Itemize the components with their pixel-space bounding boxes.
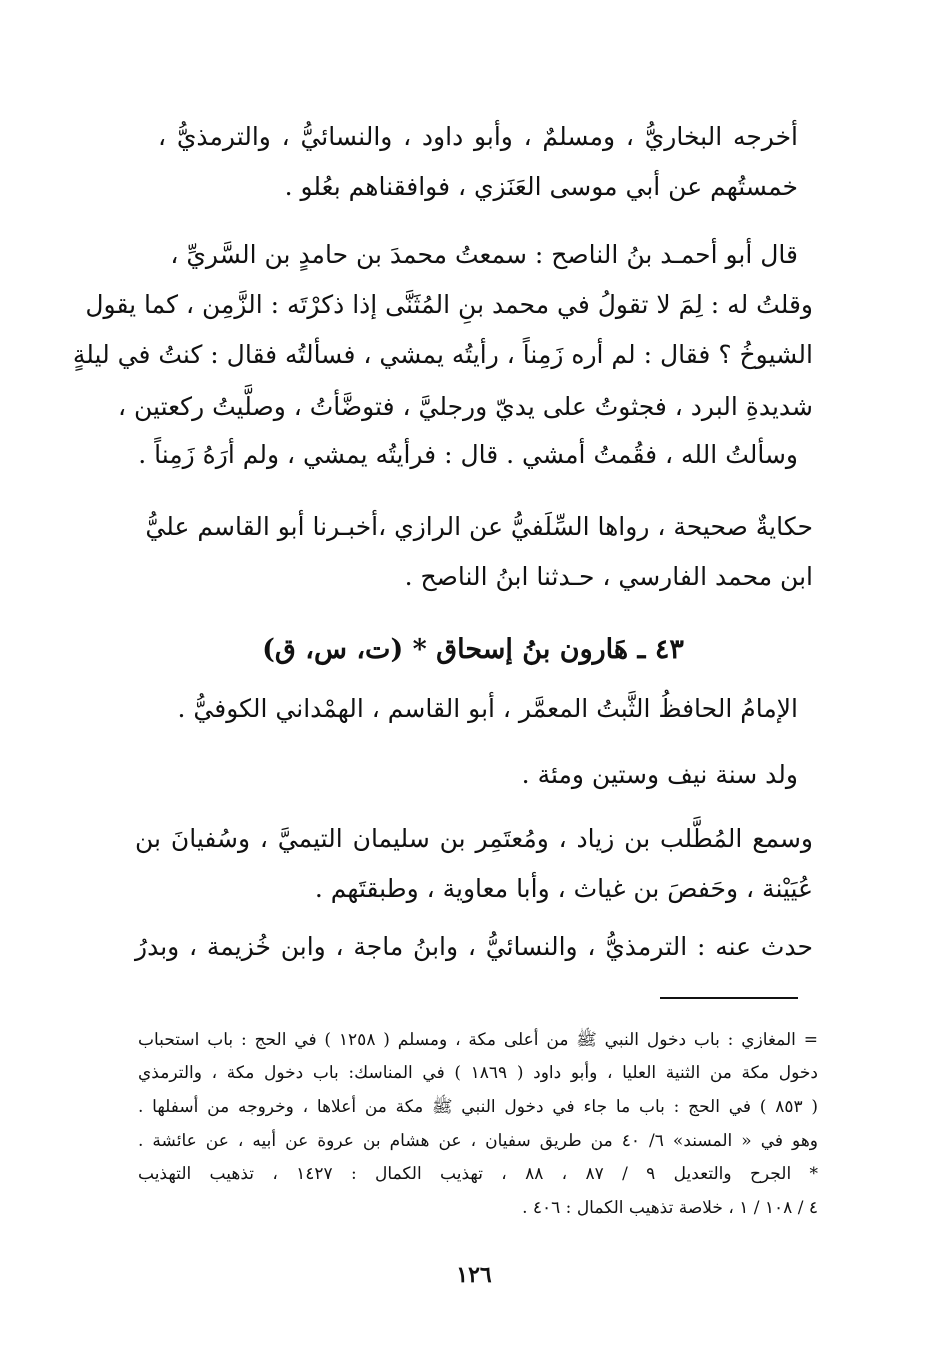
footnote-line-2: دخول مكة من الثنية العليا ، وأبو داود ( ١٨٦٩ ) في المناسك: باب دخول مكة ، والترمذي — [138, 1063, 818, 1083]
footnote-separator — [660, 997, 798, 999]
paragraph-2-line-2: وقلتُ له : لِمَ لا تقولُ في محمد بنِ المُثَنَّى إذا ذكرْتَه : الزَّمِن ، كما يقول — [85, 290, 813, 319]
paragraph-2-line-1: قال أبو أحمـد بنُ الناصح : سمعتُ محمدَ بن حامدٍ بن السَّريِّ ، — [170, 240, 798, 269]
paragraph-2-line-4: شديدةِ البرد ، فجثوتُ على يديّ ورجليَّ ، فتوضَّأتُ ، وصلَّيتُ ركعتين ، — [117, 392, 813, 421]
paragraph-1-line-1: أخرجه البخاريُّ ، ومسلمٌ ، وأبو داود ، والنسائيُّ ، والترمذيُّ ، — [158, 122, 798, 151]
footnote-line-3: ( ٨٥٣ ) في الحج : باب ما جاء في دخول النبي ﷺ مكة من أعلاها ، وخروجه من أسفلها . — [138, 1097, 818, 1117]
paragraph-5-line-1: ولد سنة نيف وستين ومئة . — [521, 760, 798, 789]
paragraph-1-line-2: خمستُهم عن أبي موسى العَنَزي ، فوافقناهم بعُلو . — [284, 172, 798, 201]
paragraph-3-line-1: حكايةٌ صحيحة ، رواها السِّلَفيُّ عن الرازي ،أخبـرنا أبو القاسم عليُّ — [145, 512, 813, 541]
entry-heading: ٤٣ ـ هَارون بنُ إسحاق * (ت، س، ق) — [262, 634, 684, 665]
page-number: ١٢٦ — [456, 1262, 492, 1288]
paragraph-3-line-2: ابن محمد الفارسي ، حـدثنا ابنُ الناصح . — [404, 562, 813, 591]
footnote-line-5: * الجرح والتعديل ٩ / ٨٧ ، ٨٨ ، تهذيب الكمال : ١٤٢٧ ، تذهيب التهذيب — [138, 1164, 818, 1184]
paragraph-4-line-1: الإمامُ الحافظُ الثَّبتُ المعمَّر ، أبو القاسم ، الهمْداني الكوفيُّ . — [177, 694, 798, 723]
footnote-line-6: ٤ / ١٠٨ / ١ ، خلاصة تذهيب الكمال : ٤٠٦ . — [522, 1198, 818, 1218]
paragraph-2-line-3: الشيوخُ ؟ فقال : لم أره زَمِناً ، رأيتُه يمشي ، فسألتُه فقال : كنتُ في ليلةٍ — [72, 340, 813, 369]
paragraph-2-line-5: وسألتُ الله ، فقُمتُ أمشي . قال : فرأيتُه يمشي ، ولم أرَهُ زَمِناً . — [138, 440, 798, 469]
paragraph-6-line-2: عُيَيْنة ، وحَفصَ بن غياث ، وأبا معاوية ، وطبقتَهم . — [314, 874, 813, 903]
footnote-line-1: = المغازي : باب دخول النبي ﷺ من أعلى مكة ، ومسلم ( ١٢٥٨ ) في الحج : باب استحباب — [138, 1030, 818, 1050]
paragraph-6-line-1: وسمع المُطَّلب بن زياد ، ومُعتَمِر بن سليمان التيميَّ ، وسُفيانَ بن — [135, 824, 813, 853]
paragraph-7-line-1: حدث عنه : الترمذيُّ ، والنسائيُّ ، وابنُ ماجة ، وابن خُزيمة ، وبدرُ — [135, 932, 813, 961]
footnote-line-4: وهو في « المسند» ٦/ ٤٠ من طريق سفيان ، عن هشام بن عروة عن أبيه ، عن عائشة . — [138, 1131, 819, 1151]
